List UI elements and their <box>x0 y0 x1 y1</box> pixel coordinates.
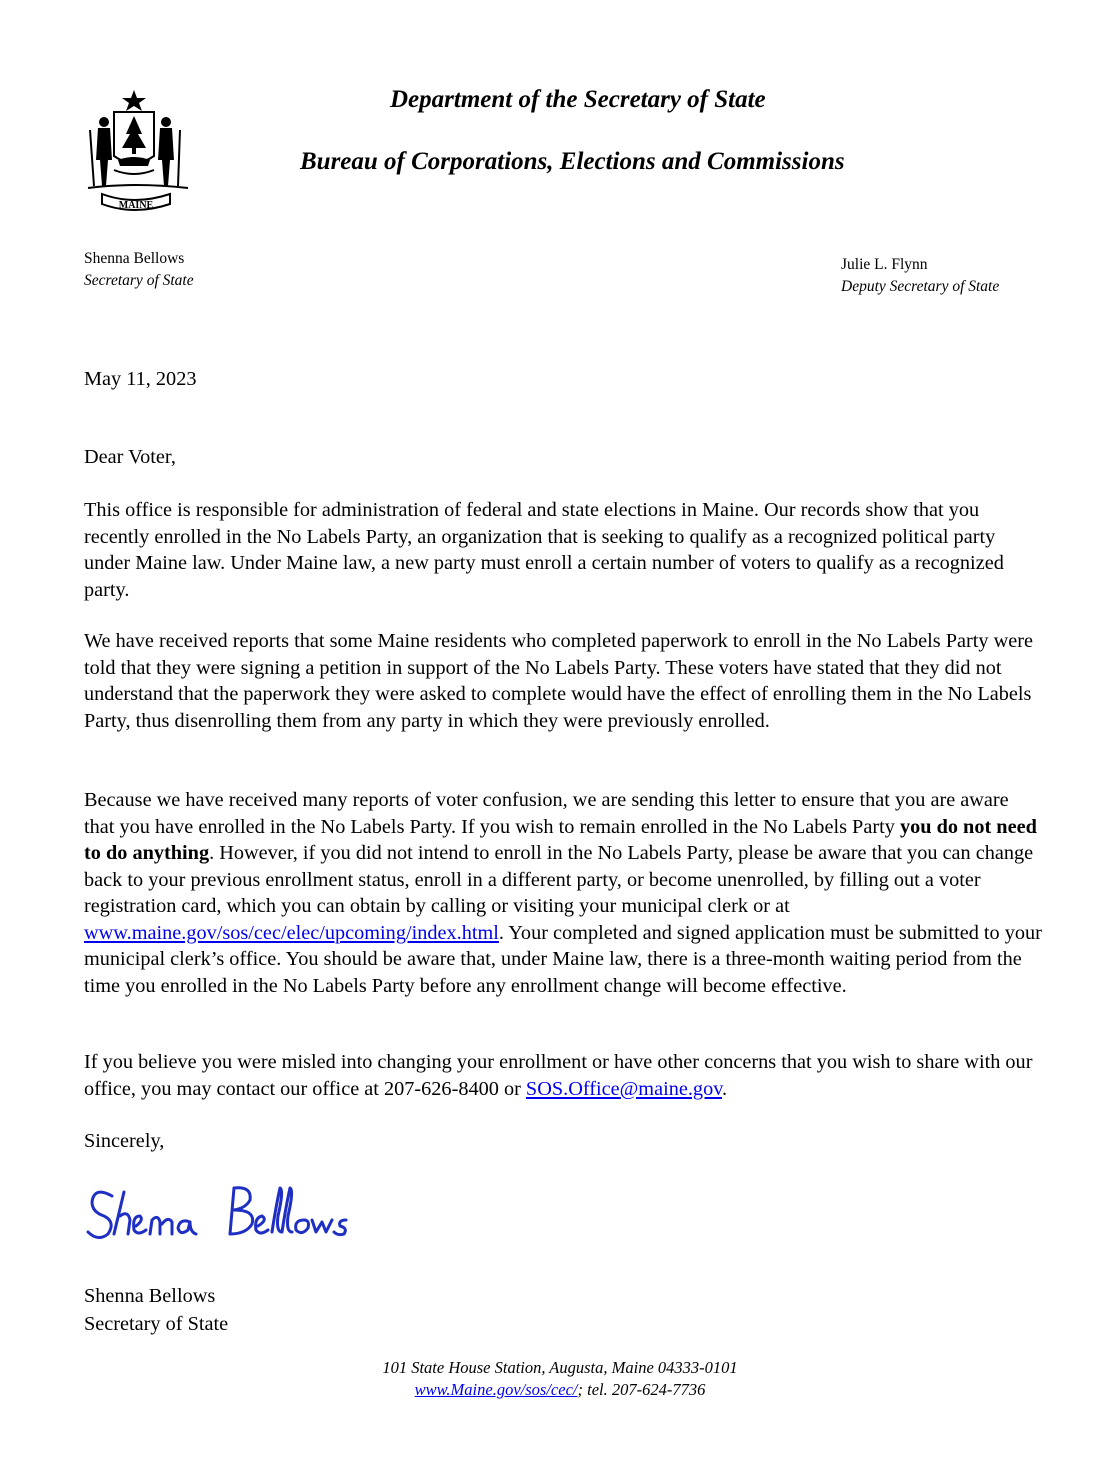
paragraph-3-text-a: Because we have received many reports of voter confusion, we are sending this letter to ensure that you are aware that you have enrolled in the No Labels Party. If you wish to remain enrolled in the No Labels Party <box>84 789 1009 838</box>
letter-date: May 11, 2023 <box>84 368 197 390</box>
paragraph-3 <box>84 787 1044 999</box>
deputy-title: Deputy Secretary of State <box>841 278 1000 295</box>
deputy-name: Julie L. Flynn <box>841 256 928 273</box>
footer-address: 101 State House Station, Augusta, Maine 04333-0101 <box>382 1358 738 1377</box>
paragraph-3-text-c: . Your completed and signed application must be submitted to your municipal clerk’s office. You should be aware that, under Maine law, there is a three-month waiting period from the time you enrolled in the No Labels Party before any enrollment change will become effective. <box>84 921 1042 997</box>
footer-contact <box>0 1379 1120 1401</box>
secretary-title: Secretary of State <box>84 272 194 289</box>
secretary-name: Shenna Bellows <box>84 250 185 267</box>
registration-link[interactable]: www.maine.gov/sos/cec/elec/upcoming/index.html <box>84 921 499 944</box>
signature <box>84 1176 384 1254</box>
closing: Sincerely, <box>84 1130 165 1152</box>
paragraph-3-text-b: . However, if you did not intend to enroll in the No Labels Party, please be aware that you can change back to your previous enrollment status, enroll in a different party, or become unenrolled, by filling out a voter registration card, which you can obtain by calling or visiting your municipal clerk or at <box>84 842 1034 917</box>
paragraph-1: This office is responsible for administration of federal and state elections in Maine. Our records show that you recently enrolled in the No Labels Party, an organization that is seeking to qualify as a recognized political party under Maine law. Under Maine law, a new party must enroll a certain number of voters to qualify as a recognized party. <box>84 499 1004 601</box>
footer-website-link[interactable]: www.Maine.gov/sos/cec/ <box>414 1380 578 1399</box>
paragraph-3-emphasis: you do not need to do anything <box>84 815 1037 864</box>
signer-name: Shenna Bellows <box>84 1285 216 1307</box>
bureau-heading: Bureau of Corporations, Elections and Commissions <box>300 148 845 175</box>
signer-block <box>84 1282 1044 1338</box>
secretary-block <box>84 248 194 292</box>
state-seal-logo <box>84 86 196 216</box>
paragraph-4 <box>84 1049 1044 1102</box>
email-link[interactable]: SOS.Office@maine.gov <box>525 1077 723 1100</box>
salutation: Dear Voter, <box>84 446 176 468</box>
paragraph-4-text-a: If you believe you were misled into changing your enrollment or have other concerns that you wish to share with our office, you may contact our office at 207-626-8400 or <box>84 1051 1033 1100</box>
signer-title: Secretary of State <box>84 1313 229 1335</box>
footer-tel: ; tel. 207-624-7736 <box>577 1380 706 1399</box>
deputy-block <box>841 254 999 298</box>
paragraph-4-text-b: . <box>722 1077 728 1100</box>
department-heading: Department of the Secretary of State <box>390 86 766 113</box>
seal-banner-text: MAINE <box>118 200 154 211</box>
paragraph-2: We have received reports that some Maine residents who completed paperwork to enroll in the No Labels Party were told that they were signing a petition in support of the No Labels Party. These voters have stated that they did not understand that the paperwork they were asked to complete would have the effect of enrolling them in the No Labels Party, thus disenrolling them from any party in which they were previously enrolled. <box>84 630 1034 732</box>
